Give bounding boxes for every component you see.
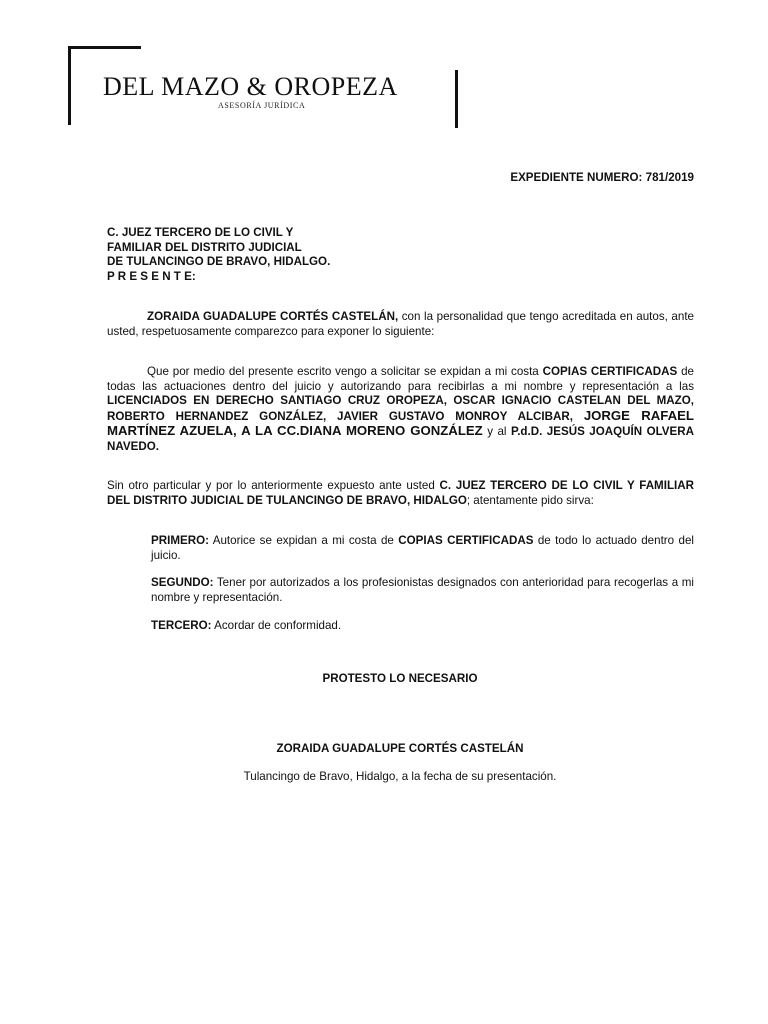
firm-name: DEL MAZO & OROPEZA [103, 72, 398, 101]
point-tercero [151, 619, 694, 634]
point-label: SEGUNDO: [151, 576, 214, 589]
intro-paragraph [107, 310, 694, 339]
point-segundo [151, 576, 694, 605]
case-number-value: 781/2019 [645, 171, 694, 184]
point-label: TERCERO: [151, 619, 212, 632]
closing-text-1: Sin otro particular y por lo anteriormente expuesto ante usted [107, 479, 440, 492]
closing-text-2: ; atentamente pido sirva: [466, 493, 594, 507]
closing-paragraph [107, 479, 694, 508]
request-paragraph [107, 365, 694, 455]
firm-subtitle: ASESORÍA JURÍDICA [218, 101, 306, 110]
addressee-line: C. JUEZ TERCERO DE LO CIVIL Y [107, 226, 294, 239]
addressee-line: P R E S E N T E: [107, 269, 196, 283]
intro-text: con la personalidad que tengo acreditada en autos, ante usted, respetuosamente comparezco para exponer lo siguiente: [107, 310, 694, 338]
logo-frame-right [445, 70, 458, 128]
protesto-line: PROTESTO LO NECESARIO [322, 672, 478, 685]
request-bold-1: COPIAS CERTIFICADAS [542, 365, 678, 378]
addressee-block [107, 226, 507, 284]
case-number [400, 171, 694, 186]
point-text: Autorice se expidan a mi costa de [208, 534, 399, 547]
authorized-pdd: P.d.D. JESÚS JOAQUÍN OLVERA NAVEDO. [107, 425, 695, 453]
signer-name: ZORAIDA GUADALUPE CORTÉS CASTELÁN [276, 742, 524, 755]
request-text-1: Que por medio del presente escrito vengo a solicitar se expidan a mi costa [147, 365, 543, 378]
petitioner-name: ZORAIDA GUADALUPE CORTÉS CASTELÁN, [147, 310, 399, 323]
point-primero [151, 534, 694, 563]
point-text: de todo lo actuado dentro del juicio. [151, 534, 694, 562]
letterhead-logo [68, 46, 458, 128]
authorized-persons: JORGE RAFAEL MARTÍNEZ AZUELA, A LA CC.DIANA MORENO GONZÁLEZ [107, 407, 694, 439]
addressee-line: DE TULANCINGO DE BRAVO, HIDALGO. [107, 255, 331, 269]
point-bold: COPIAS CERTIFICADAS [398, 534, 534, 547]
point-text: Tener por autorizados a los profesionistas designados con anterioridad para recogerlas a mi nombre y representación. [151, 576, 694, 604]
point-text: Acordar de conformidad. [211, 619, 342, 632]
request-text-3: y al [482, 425, 511, 439]
request-text-2: de todas las actuaciones dentro del juicio y autorizando para recibirlas a mi nombre y representación a las [107, 365, 694, 393]
place-and-date: Tulancingo de Bravo, Hidalgo, a la fecha de su presentación. [243, 770, 557, 783]
authorized-lawyers: LICENCIADOS EN DERECHO SANTIAGO CRUZ OROPEZA, OSCAR IGNACIO CASTELAN DEL MAZO, ROBERTO HERNANDEZ GONZÁLEZ, JAVIER GUSTAVO MONROY ALCIBAR, [107, 394, 694, 423]
closing-judge: C. JUEZ TERCERO DE LO CIVIL Y FAMILIAR DEL DISTRITO JUDICIAL DE TULANCINGO DE BRAVO, HIDALGO [107, 479, 694, 507]
addressee-line: FAMILIAR DEL DISTRITO JUDICIAL [107, 240, 302, 254]
case-number-label: EXPEDIENTE NUMERO: [510, 171, 643, 184]
point-label: PRIMERO: [151, 534, 209, 547]
